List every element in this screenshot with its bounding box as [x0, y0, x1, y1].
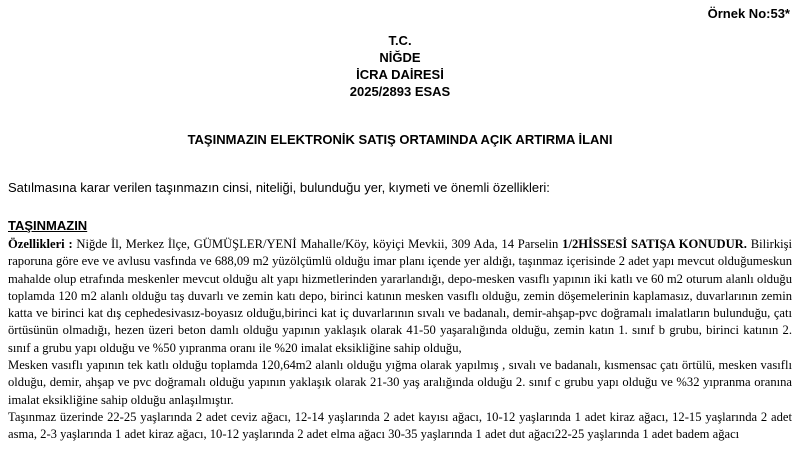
form-number: Örnek No:53*	[707, 6, 790, 21]
section-heading: TAŞINMAZIN	[8, 218, 88, 233]
share-note: 1/2HİSSESİ SATIŞA KONUDUR.	[562, 237, 747, 251]
intro-text: Satılmasına karar verilen taşınmazın cinsi, niteliği, bulunduğu yer, kıymeti ve önemli özellikleri:	[8, 180, 550, 195]
residence-paragraph: Mesken vasıflı yapının tek katlı olduğu toplamda 120,64m2 alanlı olduğu yığma olarak yapılmış , sıvalı ve badanalı, kısmensac çatı örtülü, mesken vasıflı olduğu, demir, ahşap ve pvc doğramalı olduğu yapının yaklaşık olarak 21-30 yaş aralığında olduğu 2. sınıf c grubu yapı olduğu ve %32 yıpranma oranına imalat eksikliğine sahip olduğu anlaşılmıştır.	[8, 358, 792, 407]
header-case-number: 2025/2893 ESAS	[349, 84, 451, 99]
properties-paragraph	[8, 236, 792, 357]
header-country: T.C.	[388, 33, 412, 48]
property-description	[8, 236, 792, 444]
properties-location: Niğde İl, Merkez İlçe, GÜMÜŞLER/YENİ Mahalle/Köy, köyiçi Mevkii, 309 Ada, 14 Parselin	[72, 237, 563, 251]
properties-label: Özellikleri :	[8, 237, 73, 251]
header-office: İCRA DAİRESİ	[356, 67, 444, 82]
trees-paragraph: Taşınmaz üzerinde 22-25 yaşlarında 2 adet ceviz ağacı, 12-14 yaşlarında 2 adet kayısı ağacı, 10-12 yaşlarında 1 adet kiraz ağacı, 12-15 yaşlarında 2 adet asma, 2-3 yaşlarında 1 adet kiraz ağacı, 10-12 yaşlarında 2 adet elma ağacı 30-35 yaşlarında 1 adet dut ağacı22-25 yaşlarında 1 adet badem ağacı	[8, 409, 792, 442]
properties-description: Bilirkişi raporuna göre eve ve avlusu vasfında ve 688,09 m2 yüzölçümlü olduğu imar planı içende yer aldığı, taşınmaz içerisinde 2 adet yapı mevcut olduğumeskun mahalde olup etrafında meskenler mevcut olduğu alt yapı hizmetlerinden yararlandığı, depo-mesken vasıflı yapının iki katlı ve 60 m2 oturum alanlı olduğu toplamda 120 m2 alanlı olduğu taş duvarlı ve zemin katı depo, birinci katının mesken vasıflı olduğu, zemin döşemelerinin kaplamasız, duvarlarının zemin katta ve birinci kat dış cephedesivasız-boyasız olduğu,birinci kat iç duvarlarının sıvalı ve badanalı, demir-ahşap-pvc doğramalı imalatların bulunduğu, çatı örtüsünün olmadığı, hezen üzeri beton damlı olduğu yapının yaklaşık olarak 41-50 yaşaralığında olduğu, zemin katın 1. sınıf b grubu, birinci katının 2. sınıf a grubu yapı olduğu ve %50 yıpranma oranı ile %20 imalat eksikliğine sahip olduğu,	[8, 237, 793, 355]
document-header	[0, 32, 800, 100]
header-city: NİĞDE	[379, 50, 421, 65]
announcement-title: TAŞINMAZIN ELEKTRONİK SATIŞ ORTAMINDA AÇIK ARTIRMA İLANI	[187, 132, 613, 147]
